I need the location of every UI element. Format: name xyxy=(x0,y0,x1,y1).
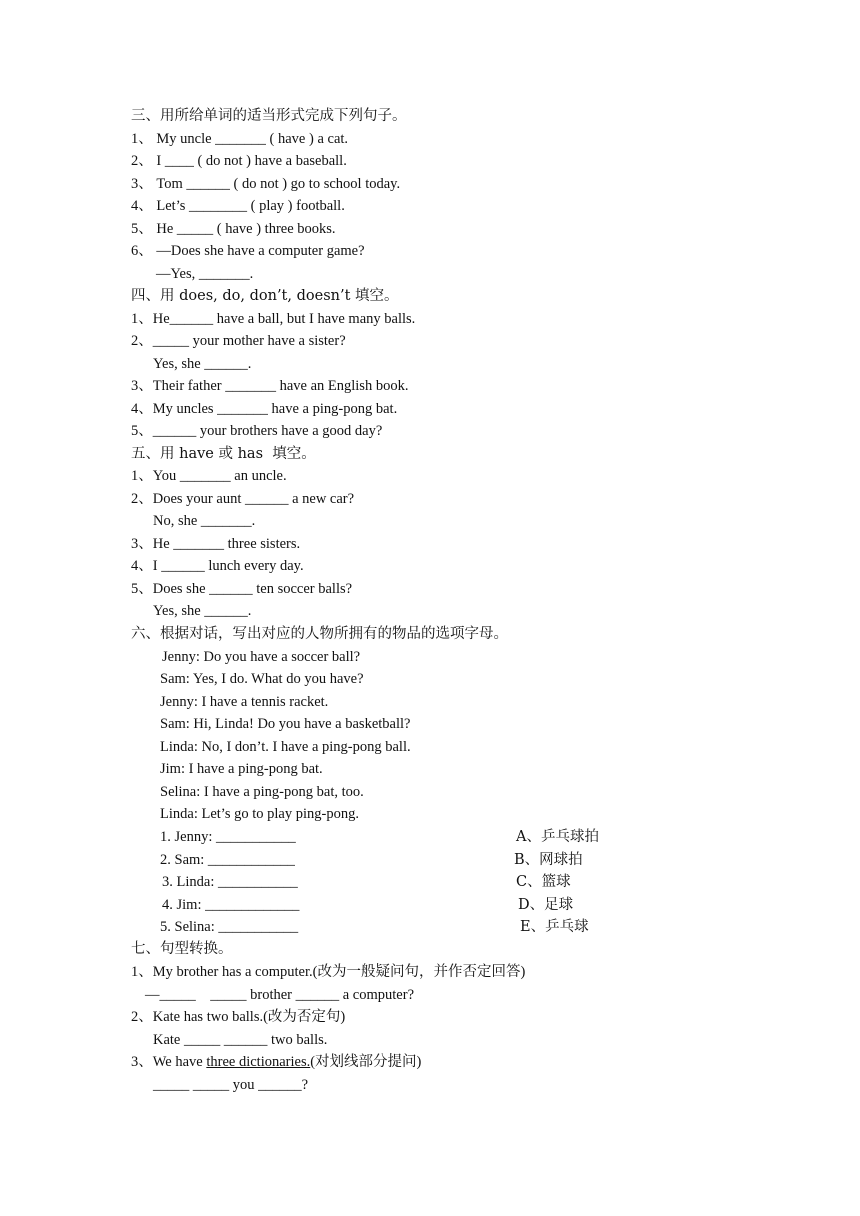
sec7-answer-1: —_____ _____ brother ______ a computer? xyxy=(145,987,415,1003)
dialogue-line: Jenny: Do you have a soccer ball? xyxy=(162,649,361,665)
sec3-item-6: 6、 —Does she have a computer game? xyxy=(131,243,365,259)
answer-line-jenny: 1. Jenny: ___________ xyxy=(160,829,296,845)
section-4-heading: 四、用 does, do, don’t, doesn’t 填空。 xyxy=(131,288,399,304)
sec3-item-1: 1、 My uncle _______ ( have ) a cat. xyxy=(131,131,349,147)
sec4-item-2: 2、_____ your mother have a sister? xyxy=(131,333,346,349)
section-3-heading: 三、用所给单词的适当形式完成下列句子。 xyxy=(131,108,407,124)
section-6-heading: 六、根据对话，写出对应的人物所拥有的物品的选项字母。 xyxy=(131,626,508,642)
answer-line-jim: 4. Jim: _____________ xyxy=(162,897,300,913)
q3-underlined-phrase: three dictionaries. xyxy=(206,1054,311,1070)
sec5-item-3: 3、He _______ three sisters. xyxy=(131,536,301,552)
option-a: A、乒乓球拍 xyxy=(516,829,599,845)
dialogue-line: Linda: No, I don’t. I have a ping-pong ball. xyxy=(160,739,411,755)
sec3-item-4: 4、 Let’s ________ ( play ) football. xyxy=(131,198,345,214)
sec3-item-3: 3、 Tom ______ ( do not ) go to school today. xyxy=(131,176,401,192)
option-c: C、篮球 xyxy=(516,874,571,890)
answer-line-selina: 5. Selina: ___________ xyxy=(160,919,299,935)
sec4-item-5: 5、______ your brothers have a good day? xyxy=(131,423,383,439)
dialogue-line: Jenny: I have a tennis racket. xyxy=(160,694,329,710)
sec5-item-5-answer: Yes, she ______. xyxy=(153,603,252,619)
sec7-question-2: 2、Kate has two balls.(改为否定句) xyxy=(131,1009,346,1025)
dialogue-line: Linda: Let’s go to play ping-pong. xyxy=(160,806,359,822)
sec4-item-3: 3、Their father _______ have an English book. xyxy=(131,378,409,394)
dialogue-line: Sam: Yes, I do. What do you have? xyxy=(160,671,364,687)
sec5-item-4: 4、I ______ lunch every day. xyxy=(131,558,304,574)
sec7-answer-2: Kate _____ ______ two balls. xyxy=(153,1032,328,1048)
section-5-heading: 五、用 have 或 has 填空。 xyxy=(131,446,316,462)
answer-line-linda: 3. Linda: ___________ xyxy=(162,874,298,890)
dialogue-line: Sam: Hi, Linda! Do you have a basketball? xyxy=(160,716,411,732)
sec5-item-1: 1、You _______ an uncle. xyxy=(131,468,287,484)
sec4-item-2-answer: Yes, she ______. xyxy=(153,356,252,372)
section-7-heading: 七、句型转换。 xyxy=(131,941,233,957)
sec7-answer-3: _____ _____ you ______? xyxy=(153,1077,309,1093)
option-b: B、网球拍 xyxy=(514,852,583,868)
sec3-item-6-answer: —Yes, _______. xyxy=(156,266,254,282)
dialogue-line: Jim: I have a ping-pong bat. xyxy=(160,761,323,777)
q3-suffix: (对划线部分提问) xyxy=(310,1054,422,1070)
sec4-item-4: 4、My uncles _______ have a ping-pong bat. xyxy=(131,401,398,417)
sec3-item-2: 2、 I ____ ( do not ) have a baseball. xyxy=(131,153,347,169)
sec5-item-5: 5、Does she ______ ten soccer balls? xyxy=(131,581,353,597)
sec3-item-5: 5、 He _____ ( have ) three books. xyxy=(131,221,336,237)
dialogue-line: Selina: I have a ping-pong bat, too. xyxy=(160,784,364,800)
sec7-question-1: 1、My brother has a computer.(改为一般疑问句，并作否定回答) xyxy=(131,964,526,980)
sec4-item-1: 1、He______ have a ball, but I have many balls. xyxy=(131,311,416,327)
sec5-item-2-answer: No, she _______. xyxy=(153,513,256,529)
option-e: E、乒乓球 xyxy=(520,919,589,935)
answer-line-sam: 2. Sam: ____________ xyxy=(160,852,295,868)
option-d: D、足球 xyxy=(518,897,574,913)
sec5-item-2: 2、Does your aunt ______ a new car? xyxy=(131,491,355,507)
q3-prefix: 3、We have xyxy=(131,1054,207,1070)
sec7-question-3 xyxy=(131,1052,421,1072)
